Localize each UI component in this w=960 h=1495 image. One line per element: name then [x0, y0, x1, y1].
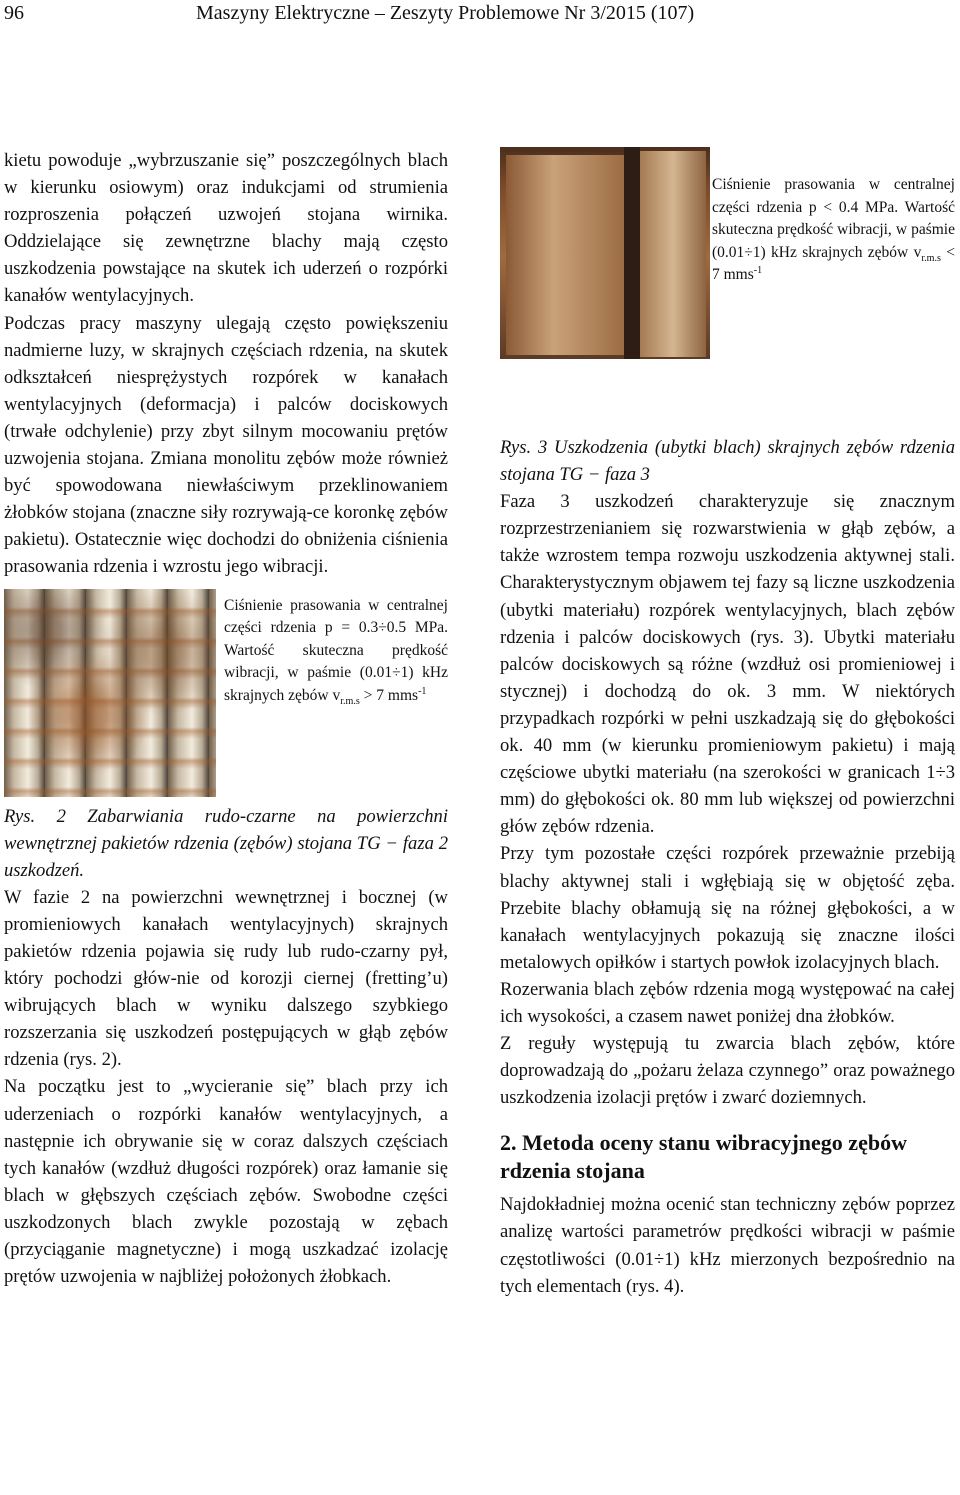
- journal-title: Maszyny Elektryczne – Zeszyty Problemowe Nr 3/2015 (107): [196, 2, 695, 24]
- figure-3: [500, 147, 955, 359]
- page-number: 96: [4, 2, 24, 24]
- paragraph: Z reguły występują tu zwarcia blach zębów, które doprowadzają do „pożaru żelaza czynnego” oraz poważnego uszkodzenia izolacji prętów i zwarć doziemnych.: [500, 1033, 955, 1109]
- paragraph: kietu powoduje „wybrzuszanie się” poszczególnych blach w kierunku osiowym) oraz indukcjami od strumienia rozproszenia połączeń uzwojeń stojana wirnika. Oddzielające się zewnętrzne blachy mają często uszkodzenia powstające na skutek ich uderzeń o rozpórki kanałów wentylacyjnych.: [4, 150, 448, 307]
- paragraph: W fazie 2 na powierzchni wewnętrznej i bocznej (w promieniowych kanałach wentylacyjnych) skrajnych pakietów rdzenia pojawia się rudy lub rudo-czarny pył, który pochodzi głów-nie od korozji ciernej (fretting’u) wibrujących blach w wyniku dalszego szybkiego rozszerzania się uszkodzeń postępujących w głąb zębów rdzenia (rys. 2).: [4, 886, 448, 1071]
- paragraph: Najdokładniej można ocenić stan techniczny zębów poprzez analizę wartości parametrów prędkości wibracji w paśmie częstotliwości (0.01÷1) kHz mierzonych bezpośrednio na tych elementach (rys. 4).: [500, 1194, 955, 1297]
- figure-3-photo: [500, 147, 710, 359]
- figure-2-caption: Rys. 2 Zabarwiania rudo-czarne na powierzchni wewnętrznej pakietów rdzenia (zębów) stojana TG − faza 2 uszkodzeń.: [4, 805, 448, 881]
- figure-2-photo: [4, 589, 216, 797]
- right-column: [500, 434, 955, 1300]
- figure-3-annotation: Ciśnienie prasowania w centralnej części rdzenia p < 0.4 MPa. Wartość skuteczna prędkość wibracji, w paśmie (0.01÷1) kHz skrajnych zębów $v_{r.m.s} < 7$ mms$^{-1}$: [712, 176, 955, 283]
- figure-2: [4, 589, 448, 797]
- paragraph: Podczas pracy maszyny ulegają często powiększeniu nadmierne luzy, w skrajnych częściach rdzenia, na skutek odkształceń niesprężystych rozpórek w kanałach wentylacyjnych (deformacja) i palców dociskowych (trwałe odchylenie) przy zbyt silnym mocowaniu prętów uzwojenia stojana. Zmiana monolitu zębów może również być spowodowana niewłaściwym przeklinowaniem żłobków stojana (znaczne siły rozrywają-ce koronkę zębów pakietu). Ostatecznie więc dochodzi do obniżenia ciśnienia prasowania rdzenia i wzrostu jego wibracji.: [4, 312, 448, 578]
- figure-2-annotation: Ciśnienie prasowania w centralnej części rdzenia p = 0.3÷0.5 MPa. Wartość skuteczna prędkość wibracji, w paśmie (0.01÷1) kHz skrajnych zębów $v_{r.m.s} > 7$ mms$^{-1}$: [224, 596, 448, 707]
- section-heading: 2. Metoda oceny stanu wibracyjnego zębów rdzenia stojana: [500, 1130, 907, 1184]
- paragraph: Rozerwania blach zębów rdzenia mogą występować na całej ich wysokości, a czasem nawet poniżej dna żłobków.: [500, 978, 955, 1027]
- paragraph: Na początku jest to „wycieranie się” blach przy ich uderzeniach o rozpórki kanałów wentylacyjnych, a następnie ich obrywanie się w coraz dalszych częściach tych kanałów (wzdłuż długości rozpórek) oraz łamanie się blach w głębszych częściach zębów. Swobodne części uszkodzonych blach zwykle pozostają w zębach (przyciąganie magnetyczne) i mogą uszkadzać izolację prętów uzwojenia w najbliżej położonych żłobkach.: [4, 1076, 448, 1288]
- left-column: [4, 147, 448, 1290]
- page-header: [0, 0, 960, 30]
- figure-3-caption: Rys. 3 Uszkodzenia (ubytki blach) skrajnych zębów rdzenia stojana TG − faza 3: [500, 437, 955, 486]
- paragraph: Przy tym pozostałe części rozpórek przeważnie przebiją blachy aktywnej stali i wgłębiają się w objętość zęba. Przebite blachy obłamują się na różnej głębokości, a w kanałach wentylacyjnych pokazują się znaczne ilości metalowych opiłków i startych powłok izolacyjnych blach.: [500, 843, 955, 973]
- paragraph: Faza 3 uszkodzeń charakteryzuje się znacznym rozprzestrzenianiem się rozwarstwienia w głąb zębów, a także wzrostem tempa rozwoju uszkodzenia aktywnej stali. Charakterystycznym objawem tej fazy są liczne uszkodzenia (ubytki materiału) rozpórek wentylacyjnych, blach zębów rdzenia i palców dociskowych (rys. 3). Ubytki materiału palców dociskowych są różne (wzdłuż osi promieniowej i stycznej) i dochodzą do ok. 3 mm. W niektórych przypadkach rozpórki w pełni uszkadzają się do głębokości ok. 40 mm (w kierunku promieniowym pakietu) i mają częściowe ubytki materiału (na szerokości w granicach 1÷3 mm) do głębokości ok. 80 mm lub większej od powierzchni głów zębów rdzenia.: [500, 491, 955, 838]
